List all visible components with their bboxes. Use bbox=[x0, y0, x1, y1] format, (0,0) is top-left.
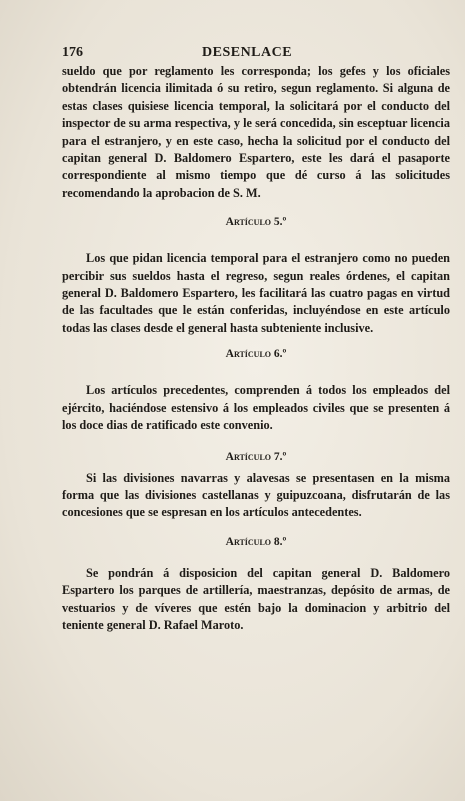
article-8-heading: Artículo 8.º bbox=[225, 535, 287, 548]
article-7-heading: Artículo 7.º bbox=[225, 450, 287, 463]
article-5-text: Los que pidan licencia temporal para el estranjero como no pueden percibir sus sueldos hasta el regreso, segun reales órdenes, el capitan general D. Baldomero Espartero, les facilitará las cuatro pagas en virtud de las facultades que le están conferidas, incluyéndose en este artículo todas las clases desde el general hasta subteniente inclusive. bbox=[62, 251, 450, 335]
article-7-text: Si las divisiones navarras y alavesas se presentasen en la misma forma que las divisiones castellanas y guipuzcoana, disfrutarán de las concesiones que se espresan en los artículos antecedentes. bbox=[62, 470, 450, 520]
page-header bbox=[62, 45, 432, 61]
paragraph-continued: sueldo que por reglamento les corresponda; los gefes y los oficiales obtendrán licencia ilimitada ó su retiro, segun reglamento. Si alguna de estas clases quisiese licencia temporal, la solicitará por el conducto del inspector de su arma respectiva, y le será concedida, sin esceptuar licencia para el estranjero, y en este caso, hecha la solicitud por el conducto del capitan general D. Baldomero Espartero, este les dará el pasaporte correspondiente al mismo tiempo que dé curso á las solicitudes recomendando la aprobacion de S. M. bbox=[62, 64, 450, 200]
running-title: DESENLACE bbox=[202, 45, 293, 60]
article-6-heading: Artículo 6.º bbox=[225, 348, 287, 361]
page-number: 176 bbox=[62, 45, 83, 60]
article-8-text: Se pondrán á disposicion del capitan general D. Baldomero Espartero los parques de artillería, maestranzas, depósito de armas, de vestuarios y de víveres que estén bajo la dominacion y arbitrio del teniente general D. Rafael Maroto. bbox=[62, 565, 450, 632]
page-body bbox=[62, 63, 450, 634]
article-5-heading: Artículo 5.º bbox=[225, 216, 287, 229]
article-6-text: Los artículos precedentes, comprenden á todos los empleados del ejército, haciéndose estensivo á los empleados civiles que se presenten á los doce dias de ratificado este convenio. bbox=[62, 383, 450, 433]
